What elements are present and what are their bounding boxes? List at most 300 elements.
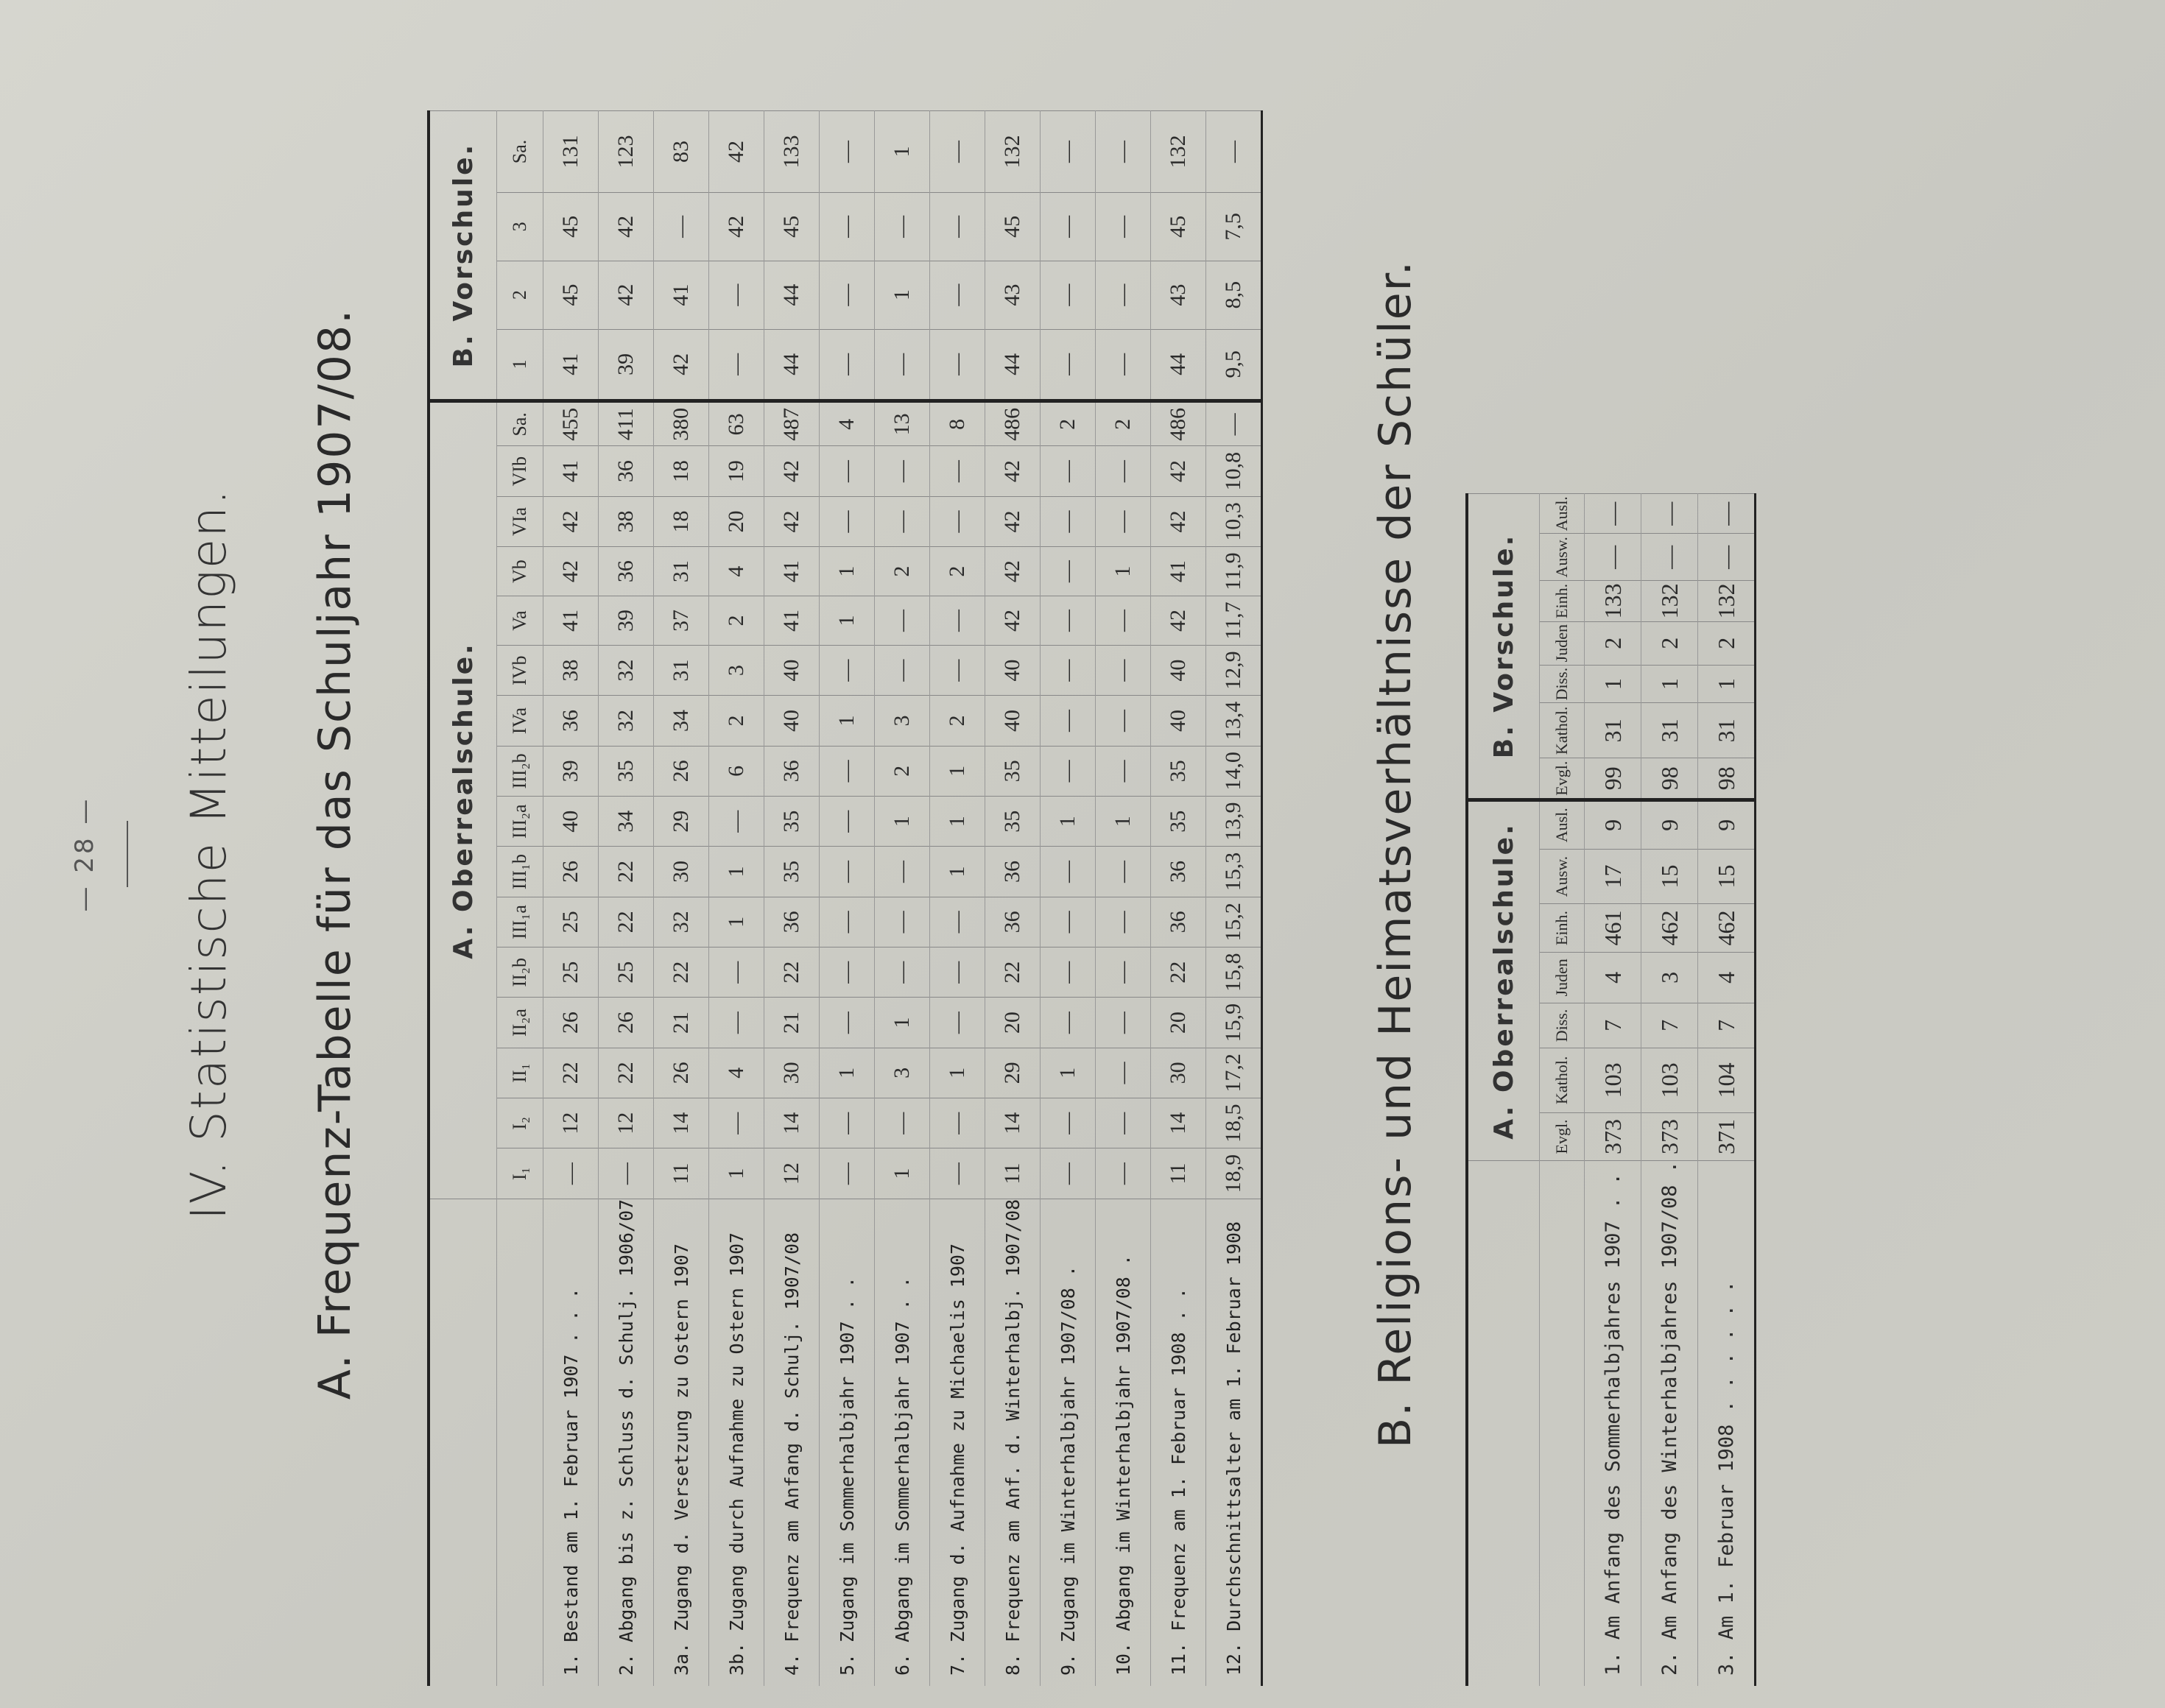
table-cell: — — [1041, 1098, 1096, 1148]
column-header: Juden — [1540, 621, 1585, 665]
table-cell: 41 — [1151, 547, 1206, 596]
table-cell: — — [1096, 847, 1151, 897]
column-header: I₂ — [497, 1098, 543, 1148]
table-cell: 133 — [1585, 581, 1641, 621]
table-cell: 1 — [820, 696, 875, 746]
table-cell: 10,8 — [1206, 446, 1262, 496]
table-cell: 103 — [1641, 1048, 1698, 1112]
table-cell: 42 — [985, 446, 1041, 496]
table-cell: — — [1096, 596, 1151, 646]
table-cell: 15,9 — [1206, 998, 1262, 1048]
table-cell: — — [930, 446, 985, 496]
table-cell: 11 — [1151, 1148, 1206, 1199]
table-cell: — — [930, 496, 985, 546]
row-label: 3. Am 1. Februar 1908 . . . . . . — [1698, 1161, 1756, 1686]
table-cell: 2 — [1096, 401, 1151, 446]
table-cell: 22 — [1151, 947, 1206, 998]
group-vorschule: B. Vorschule. — [1467, 494, 1540, 800]
row-label: 2. Am Anfang des Winterhalbjahres 1907/08 . — [1641, 1161, 1698, 1686]
table-cell: — — [1641, 534, 1698, 581]
table-cell: 1 — [820, 596, 875, 646]
table-cell: 45 — [1151, 193, 1206, 261]
table-cell: — — [1096, 111, 1151, 193]
table-cell: 17 — [1585, 849, 1641, 904]
table-cell: 45 — [543, 261, 599, 329]
table-cell: 35 — [985, 746, 1041, 796]
table-cell: — — [1206, 111, 1262, 193]
table-cell: — — [654, 193, 709, 261]
table-cell: 30 — [1151, 1048, 1206, 1098]
table-cell: 7 — [1698, 1003, 1756, 1048]
table-cell: — — [1096, 897, 1151, 947]
table-cell: 26 — [654, 746, 709, 796]
table-cell: 39 — [599, 596, 654, 646]
table-cell: 36 — [764, 897, 820, 947]
table-cell: 15 — [1641, 849, 1698, 904]
table-cell: — — [1585, 534, 1641, 581]
table-cell: 26 — [654, 1048, 709, 1098]
table-cell: 31 — [654, 646, 709, 696]
table-cell: 40 — [985, 646, 1041, 696]
table-cell: 83 — [654, 111, 709, 193]
table-cell: 411 — [599, 401, 654, 446]
column-header: Kathol. — [1540, 703, 1585, 758]
table-cell: 1 — [1041, 1048, 1096, 1098]
table-cell: — — [1096, 329, 1151, 401]
column-header: Kathol. — [1540, 1048, 1585, 1112]
table-row — [654, 111, 709, 1687]
table-cell: 18,5 — [1206, 1098, 1262, 1148]
frequency-table — [427, 110, 1263, 1686]
table-cell: 132 — [1641, 581, 1698, 621]
table-cell: — — [820, 897, 875, 947]
table-cell: 373 — [1641, 1112, 1698, 1160]
row-label: 3a. Zugang d. Versetzung zu Ostern 1907 — [654, 1199, 709, 1686]
table-cell: 22 — [764, 947, 820, 998]
row-label: 4. Frequenz am Anfang d. Schulj. 1907/08 — [764, 1199, 820, 1686]
table-cell: — — [1096, 261, 1151, 329]
table-cell: — — [1698, 534, 1756, 581]
table-cell: 1 — [930, 847, 985, 897]
table-cell: — — [930, 646, 985, 696]
table-cell: 1 — [709, 897, 764, 947]
table-cell: 45 — [764, 193, 820, 261]
table-cell: — — [820, 847, 875, 897]
table-cell: 36 — [764, 746, 820, 796]
table-cell: 103 — [1585, 1048, 1641, 1112]
table-cell: 12 — [599, 1098, 654, 1148]
row-label: 8. Frequenz am Anf. d. Winterhalbj. 1907/08 — [985, 1199, 1041, 1686]
table-cell: 21 — [764, 998, 820, 1048]
table-row — [1096, 111, 1151, 1687]
table-cell: — — [820, 446, 875, 496]
table-cell: — — [1096, 496, 1151, 546]
table-cell: 462 — [1698, 904, 1756, 952]
table-row — [930, 111, 985, 1687]
table-cell: 36 — [599, 446, 654, 496]
table-cell: 11 — [654, 1148, 709, 1199]
table-cell: — — [820, 329, 875, 401]
table-cell: 4 — [1698, 952, 1756, 1003]
column-header: Evgl. — [1540, 758, 1585, 800]
table-cell: 132 — [1698, 581, 1756, 621]
table-row — [985, 111, 1041, 1687]
table-cell: — — [875, 596, 930, 646]
table-cell: 14 — [764, 1098, 820, 1148]
table-cell: 1 — [930, 1048, 985, 1098]
table-cell: 40 — [1151, 696, 1206, 746]
table-cell: 461 — [1585, 904, 1641, 952]
table-cell: 2 — [1698, 621, 1756, 665]
table-cell: 1 — [709, 1148, 764, 1199]
table-cell: 18,9 — [1206, 1148, 1262, 1199]
table-cell: 9 — [1585, 800, 1641, 849]
table-cell: — — [1641, 494, 1698, 534]
table-cell: — — [930, 897, 985, 947]
table-cell: 9 — [1641, 800, 1698, 849]
table-cell: 8 — [930, 401, 985, 446]
table-cell: 15,8 — [1206, 947, 1262, 998]
table-cell: 32 — [599, 646, 654, 696]
table-row — [1585, 494, 1641, 1687]
table-cell: 22 — [599, 1048, 654, 1098]
table-cell: 39 — [599, 329, 654, 401]
table-cell: — — [820, 193, 875, 261]
table-cell: 35 — [1151, 746, 1206, 796]
row-label: 1. Bestand am 1. Februar 1907 . . . — [543, 1199, 599, 1686]
table-cell: — — [930, 193, 985, 261]
table-cell: 22 — [985, 947, 1041, 998]
table-cell: — — [875, 947, 930, 998]
table-cell: 36 — [599, 547, 654, 596]
table-cell: — — [1041, 746, 1096, 796]
table-cell: 1 — [930, 797, 985, 847]
table-row — [1206, 111, 1262, 1687]
table-cell: 40 — [543, 797, 599, 847]
column-header: VIa — [497, 496, 543, 546]
table-cell: — — [1096, 696, 1151, 746]
table-cell: 9,5 — [1206, 329, 1262, 401]
group-oberrealschule: A. Oberrealschule. — [429, 401, 497, 1199]
table-cell: 131 — [543, 111, 599, 193]
label-subheader — [497, 1199, 543, 1686]
table-cell: — — [930, 1098, 985, 1148]
table-cell: 40 — [764, 696, 820, 746]
table-cell: 1 — [875, 998, 930, 1048]
table-cell: — — [1041, 329, 1096, 401]
table-cell: 11,9 — [1206, 547, 1262, 596]
column-header: III₁b — [497, 847, 543, 897]
table-cell: 12,9 — [1206, 646, 1262, 696]
table-row — [1641, 494, 1698, 1687]
table-cell: 10,3 — [1206, 496, 1262, 546]
table-cell: 1 — [875, 1148, 930, 1199]
table-cell: 36 — [985, 847, 1041, 897]
table-cell: — — [820, 947, 875, 998]
table-cell: 1 — [1096, 797, 1151, 847]
table-cell: 455 — [543, 401, 599, 446]
table-cell: 1 — [930, 746, 985, 796]
table-cell: 4 — [1585, 952, 1641, 1003]
column-header: 1 — [497, 329, 543, 401]
column-header: III₂a — [497, 797, 543, 847]
table-cell: — — [1585, 494, 1641, 534]
table-cell: 13,4 — [1206, 696, 1262, 746]
table-cell: 98 — [1698, 758, 1756, 800]
table-cell: — — [875, 446, 930, 496]
table-cell: 11 — [985, 1148, 1041, 1199]
table-cell: 26 — [543, 847, 599, 897]
table-cell: 42 — [1151, 496, 1206, 546]
table-cell: — — [709, 947, 764, 998]
row-label: 5. Zugang im Sommerhalbjahr 1907 . . — [820, 1199, 875, 1686]
row-label: 3b. Zugang durch Aufnahme zu Ostern 1907 — [709, 1199, 764, 1686]
table-cell: 42 — [709, 111, 764, 193]
table-cell: — — [709, 1098, 764, 1148]
table-cell: — — [820, 261, 875, 329]
table-cell: — — [1041, 1148, 1096, 1199]
table-cell: 63 — [709, 401, 764, 446]
column-header: Vb — [497, 547, 543, 596]
table-cell: 462 — [1641, 904, 1698, 952]
table-cell: 4 — [709, 1048, 764, 1098]
table-cell: 17,2 — [1206, 1048, 1262, 1098]
table-cell: 32 — [599, 696, 654, 746]
table-cell: — — [820, 998, 875, 1048]
table-cell: 35 — [599, 746, 654, 796]
table-cell: 15 — [1698, 849, 1756, 904]
table-cell: — — [1096, 1098, 1151, 1148]
table-cell: 371 — [1698, 1112, 1756, 1160]
table-cell: 21 — [654, 998, 709, 1048]
table-cell: 104 — [1698, 1048, 1756, 1112]
table-cell: 36 — [985, 897, 1041, 947]
table-cell: 44 — [985, 329, 1041, 401]
table-cell: 26 — [543, 998, 599, 1048]
table-cell: 41 — [764, 596, 820, 646]
table-cell: 42 — [985, 547, 1041, 596]
table-cell: — — [1041, 193, 1096, 261]
table-cell: 486 — [1151, 401, 1206, 446]
table-cell: — — [875, 847, 930, 897]
table-cell: 45 — [543, 193, 599, 261]
table-cell: — — [820, 797, 875, 847]
table-cell: 1 — [875, 797, 930, 847]
table-cell: 15,3 — [1206, 847, 1262, 897]
column-header: Sa. — [497, 401, 543, 446]
table-cell: 36 — [543, 696, 599, 746]
table-cell: 40 — [764, 646, 820, 696]
column-header: Ausl. — [1540, 800, 1585, 849]
table-cell: 40 — [985, 696, 1041, 746]
table-cell: 1 — [709, 847, 764, 897]
table-cell: 11,7 — [1206, 596, 1262, 646]
table-cell: 3 — [1641, 952, 1698, 1003]
table-cell: — — [875, 193, 930, 261]
table-cell: — — [930, 111, 985, 193]
table-cell: 19 — [709, 446, 764, 496]
table-cell: 45 — [985, 193, 1041, 261]
column-header: Ausl. — [1540, 494, 1585, 534]
table-cell: — — [1096, 947, 1151, 998]
table-cell: 42 — [764, 496, 820, 546]
table-cell: 41 — [543, 446, 599, 496]
table-cell: — — [709, 261, 764, 329]
table-cell: 9 — [1698, 800, 1756, 849]
table-cell: 1 — [1698, 665, 1756, 703]
table-cell: 12 — [764, 1148, 820, 1199]
table-cell: — — [709, 329, 764, 401]
table-cell: 25 — [543, 947, 599, 998]
row-label: 12. Durchschnittsalter am 1. Februar 1908 — [1206, 1199, 1262, 1686]
table-cell: 20 — [709, 496, 764, 546]
column-header: IVb — [497, 646, 543, 696]
table-cell: 41 — [543, 329, 599, 401]
table-cell: — — [599, 1148, 654, 1199]
table-cell: 7 — [1585, 1003, 1641, 1048]
table-cell: 13,9 — [1206, 797, 1262, 847]
table-cell: 43 — [985, 261, 1041, 329]
table-cell: 31 — [1641, 703, 1698, 758]
column-header: III₂b — [497, 746, 543, 796]
table-cell: — — [1096, 446, 1151, 496]
table-cell: 2 — [1041, 401, 1096, 446]
divider — [127, 821, 128, 887]
table-cell: — — [1041, 847, 1096, 897]
table-cell: 14 — [654, 1098, 709, 1148]
table-cell: 20 — [985, 998, 1041, 1048]
table-cell: — — [875, 646, 930, 696]
page-heading: IV. Statistische Mitteilungen. — [180, 487, 237, 1221]
row-label: 1. Am Anfang des Sommerhalbjahres 1907 . . — [1585, 1161, 1641, 1686]
table-cell: 41 — [764, 547, 820, 596]
table-cell: — — [930, 947, 985, 998]
table-cell: — — [1096, 1148, 1151, 1199]
table-cell: 42 — [543, 547, 599, 596]
table-cell: 35 — [985, 797, 1041, 847]
table-cell: 1 — [1041, 797, 1096, 847]
table-cell: 2 — [875, 547, 930, 596]
column-header: VIb — [497, 446, 543, 496]
table-cell: — — [1041, 696, 1096, 746]
table-cell: 3 — [709, 646, 764, 696]
table-cell: 35 — [764, 847, 820, 897]
table-cell: 2 — [709, 596, 764, 646]
table-cell: 29 — [985, 1048, 1041, 1098]
table-cell: — — [820, 111, 875, 193]
table-row — [543, 111, 599, 1687]
table-cell: — — [1698, 494, 1756, 534]
table-cell: 30 — [654, 847, 709, 897]
table-cell: 486 — [985, 401, 1041, 446]
column-header: II₁ — [497, 1048, 543, 1098]
table-cell: 98 — [1641, 758, 1698, 800]
table-cell: 31 — [1698, 703, 1756, 758]
table-cell: 31 — [1585, 703, 1641, 758]
table-cell: 1 — [875, 261, 930, 329]
column-header: 3 — [497, 193, 543, 261]
table-cell: — — [1096, 998, 1151, 1048]
table-cell: 4 — [820, 401, 875, 446]
table-cell: 36 — [1151, 897, 1206, 947]
table-cell: — — [930, 261, 985, 329]
table-cell: 6 — [709, 746, 764, 796]
column-header: II₂b — [497, 947, 543, 998]
table-cell: — — [875, 1098, 930, 1148]
table-cell: — — [930, 596, 985, 646]
table-cell: 42 — [1151, 446, 1206, 496]
table-cell: 31 — [654, 547, 709, 596]
table-cell: — — [1041, 496, 1096, 546]
column-header: Diss. — [1540, 665, 1585, 703]
table-cell: — — [709, 797, 764, 847]
table-cell: 41 — [654, 261, 709, 329]
table-cell: 22 — [654, 947, 709, 998]
label-header — [429, 1199, 497, 1686]
table-cell: 39 — [543, 746, 599, 796]
table-cell: — — [1096, 1048, 1151, 1098]
row-label: 10. Abgang im Winterhalbjahr 1907/08 . — [1096, 1199, 1151, 1686]
table-cell: 34 — [654, 696, 709, 746]
table-cell: 18 — [654, 446, 709, 496]
table-cell: — — [1041, 446, 1096, 496]
table-row — [764, 111, 820, 1687]
table-cell: 42 — [985, 496, 1041, 546]
column-header: Juden — [1540, 952, 1585, 1003]
table-row — [709, 111, 764, 1687]
column-header: I₁ — [497, 1148, 543, 1199]
table-cell: 42 — [599, 261, 654, 329]
table-b-title: B. Religions- und Heimatsverhältnisse der Schüler. — [1370, 260, 1421, 1448]
table-cell: 1 — [820, 1048, 875, 1098]
table-cell: — — [930, 998, 985, 1048]
label-header — [1467, 1161, 1540, 1686]
table-cell: — — [875, 329, 930, 401]
table-cell: — — [543, 1148, 599, 1199]
table-cell: 3 — [875, 696, 930, 746]
table-cell: 32 — [654, 897, 709, 947]
column-header: Ausw. — [1540, 849, 1585, 904]
table-cell: 42 — [543, 496, 599, 546]
row-label: 2. Abgang bis z. Schluss d. Schulj. 1906/07 — [599, 1199, 654, 1686]
group-oberrealschule: A. Oberrealschule. — [1467, 800, 1540, 1160]
table-cell: — — [820, 746, 875, 796]
table-row — [1151, 111, 1206, 1687]
table-cell: — — [1041, 998, 1096, 1048]
table-cell: 2 — [709, 696, 764, 746]
table-cell: 13 — [875, 401, 930, 446]
table-cell: 7,5 — [1206, 193, 1262, 261]
table-cell: 36 — [1151, 847, 1206, 897]
table-cell: 38 — [543, 646, 599, 696]
row-label: 11. Frequenz am 1. Februar 1908 . . — [1151, 1199, 1206, 1686]
table-a-title: A. Frequenz-Tabelle für das Schuljahr 1907/08. — [309, 308, 361, 1400]
table-cell: 487 — [764, 401, 820, 446]
table-cell: 132 — [1151, 111, 1206, 193]
table-cell: 1 — [875, 111, 930, 193]
table-cell: 44 — [764, 329, 820, 401]
table-cell: 12 — [543, 1098, 599, 1148]
table-cell: 42 — [764, 446, 820, 496]
table-cell: 20 — [1151, 998, 1206, 1048]
table-cell: 1 — [1641, 665, 1698, 703]
group-vorschule: B. Vorschule. — [429, 111, 497, 401]
table-cell: 22 — [599, 847, 654, 897]
column-header: IVa — [497, 696, 543, 746]
row-label: 9. Zugang im Winterhalbjahr 1907/08 . — [1041, 1199, 1096, 1686]
table-cell: 1 — [1585, 665, 1641, 703]
table-cell: 1 — [820, 547, 875, 596]
